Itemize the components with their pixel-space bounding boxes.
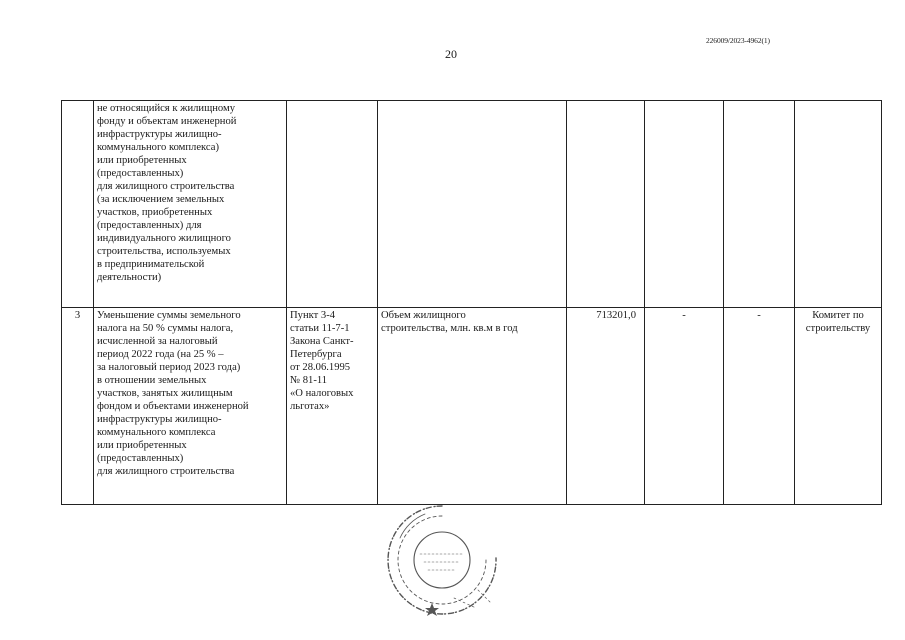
description-line: Уменьшение суммы земельного <box>97 310 241 321</box>
description-line: (предоставленных) для <box>97 220 202 231</box>
legal-basis-line: Петербурга <box>290 349 342 360</box>
legal-basis-line: статьи 11-7-1 <box>290 323 350 334</box>
table-row <box>62 101 882 308</box>
indicator-value-cell <box>567 101 645 308</box>
description-line: деятельности) <box>97 272 162 283</box>
indicator-cell <box>378 101 567 308</box>
legal-basis-cell <box>287 308 378 505</box>
legal-basis-line: «О налоговых <box>290 388 354 399</box>
column-6-cell <box>645 101 724 308</box>
official-stamp-seal <box>380 500 505 620</box>
description-line: индивидуального жилищного <box>97 233 231 244</box>
description-line: не относящийся к жилищному <box>97 103 235 114</box>
indicator-line: Объем жилищного <box>381 310 466 321</box>
responsible-body-cell <box>795 308 882 505</box>
tax-benefits-table <box>61 100 882 505</box>
description-line: участков, приобретенных <box>97 207 213 218</box>
row-number-cell <box>62 101 94 308</box>
description-line: коммунального комплекса) <box>97 142 219 153</box>
legal-basis-line: льготах» <box>290 401 330 412</box>
description-line: инфраструктуры жилищно- <box>97 414 222 425</box>
description-line: или приобретенных <box>97 440 187 451</box>
description-line: (предоставленных) <box>97 168 184 179</box>
table-row <box>62 308 882 505</box>
description-line: или приобретенных <box>97 155 187 166</box>
description-line: в отношении земельных <box>97 375 207 386</box>
legal-basis-line: Пункт 3-4 <box>290 310 336 321</box>
description-line: за налоговый период 2023 года) <box>97 362 241 373</box>
description-line: для жилищного строительства <box>97 181 235 192</box>
indicator-value-cell: 713201,0 <box>567 308 645 505</box>
legal-basis-line: Закона Санкт- <box>290 336 354 347</box>
description-line: участков, занятых жилищным <box>97 388 233 399</box>
page-number: 20 <box>445 47 457 61</box>
description-line: (предоставленных) <box>97 453 184 464</box>
description-line: в предпринимательской <box>97 259 205 270</box>
responsible-body-line: строительству <box>805 323 871 334</box>
indicator-line: строительства, млн. кв.м в год <box>381 323 518 334</box>
description-line: исчисленной за налоговый <box>97 336 218 347</box>
legal-basis-line: от 28.06.1995 <box>290 362 351 373</box>
description-line: фонду и объектам инженерной <box>97 116 237 127</box>
legal-basis-line: № 81-11 <box>290 375 328 386</box>
responsible-body-line: Комитет по <box>812 310 864 321</box>
legal-basis-cell <box>287 101 378 308</box>
description-line: (за исключением земельных <box>97 194 225 205</box>
indicator-cell <box>378 308 567 505</box>
description-line: фондом и объектами инженерной <box>97 401 249 412</box>
description-line: период 2022 года (на 25 % – <box>97 349 224 360</box>
benefit-description-cell <box>94 101 287 308</box>
description-line: инфраструктуры жилищно- <box>97 129 222 140</box>
benefit-description-cell <box>94 308 287 505</box>
description-line: строительства, используемых <box>97 246 231 257</box>
responsible-body-cell <box>795 101 882 308</box>
row-number-cell: 3 <box>62 308 94 505</box>
description-line: для жилищного строительства <box>97 466 235 477</box>
column-6-cell: - <box>645 308 724 505</box>
column-7-cell: - <box>724 308 795 505</box>
document-registration-number: 226009/2023-4962(1) <box>706 36 770 45</box>
description-line: коммунального комплекса <box>97 427 216 438</box>
description-line: налога на 50 % суммы налога, <box>97 323 234 334</box>
column-7-cell <box>724 101 795 308</box>
